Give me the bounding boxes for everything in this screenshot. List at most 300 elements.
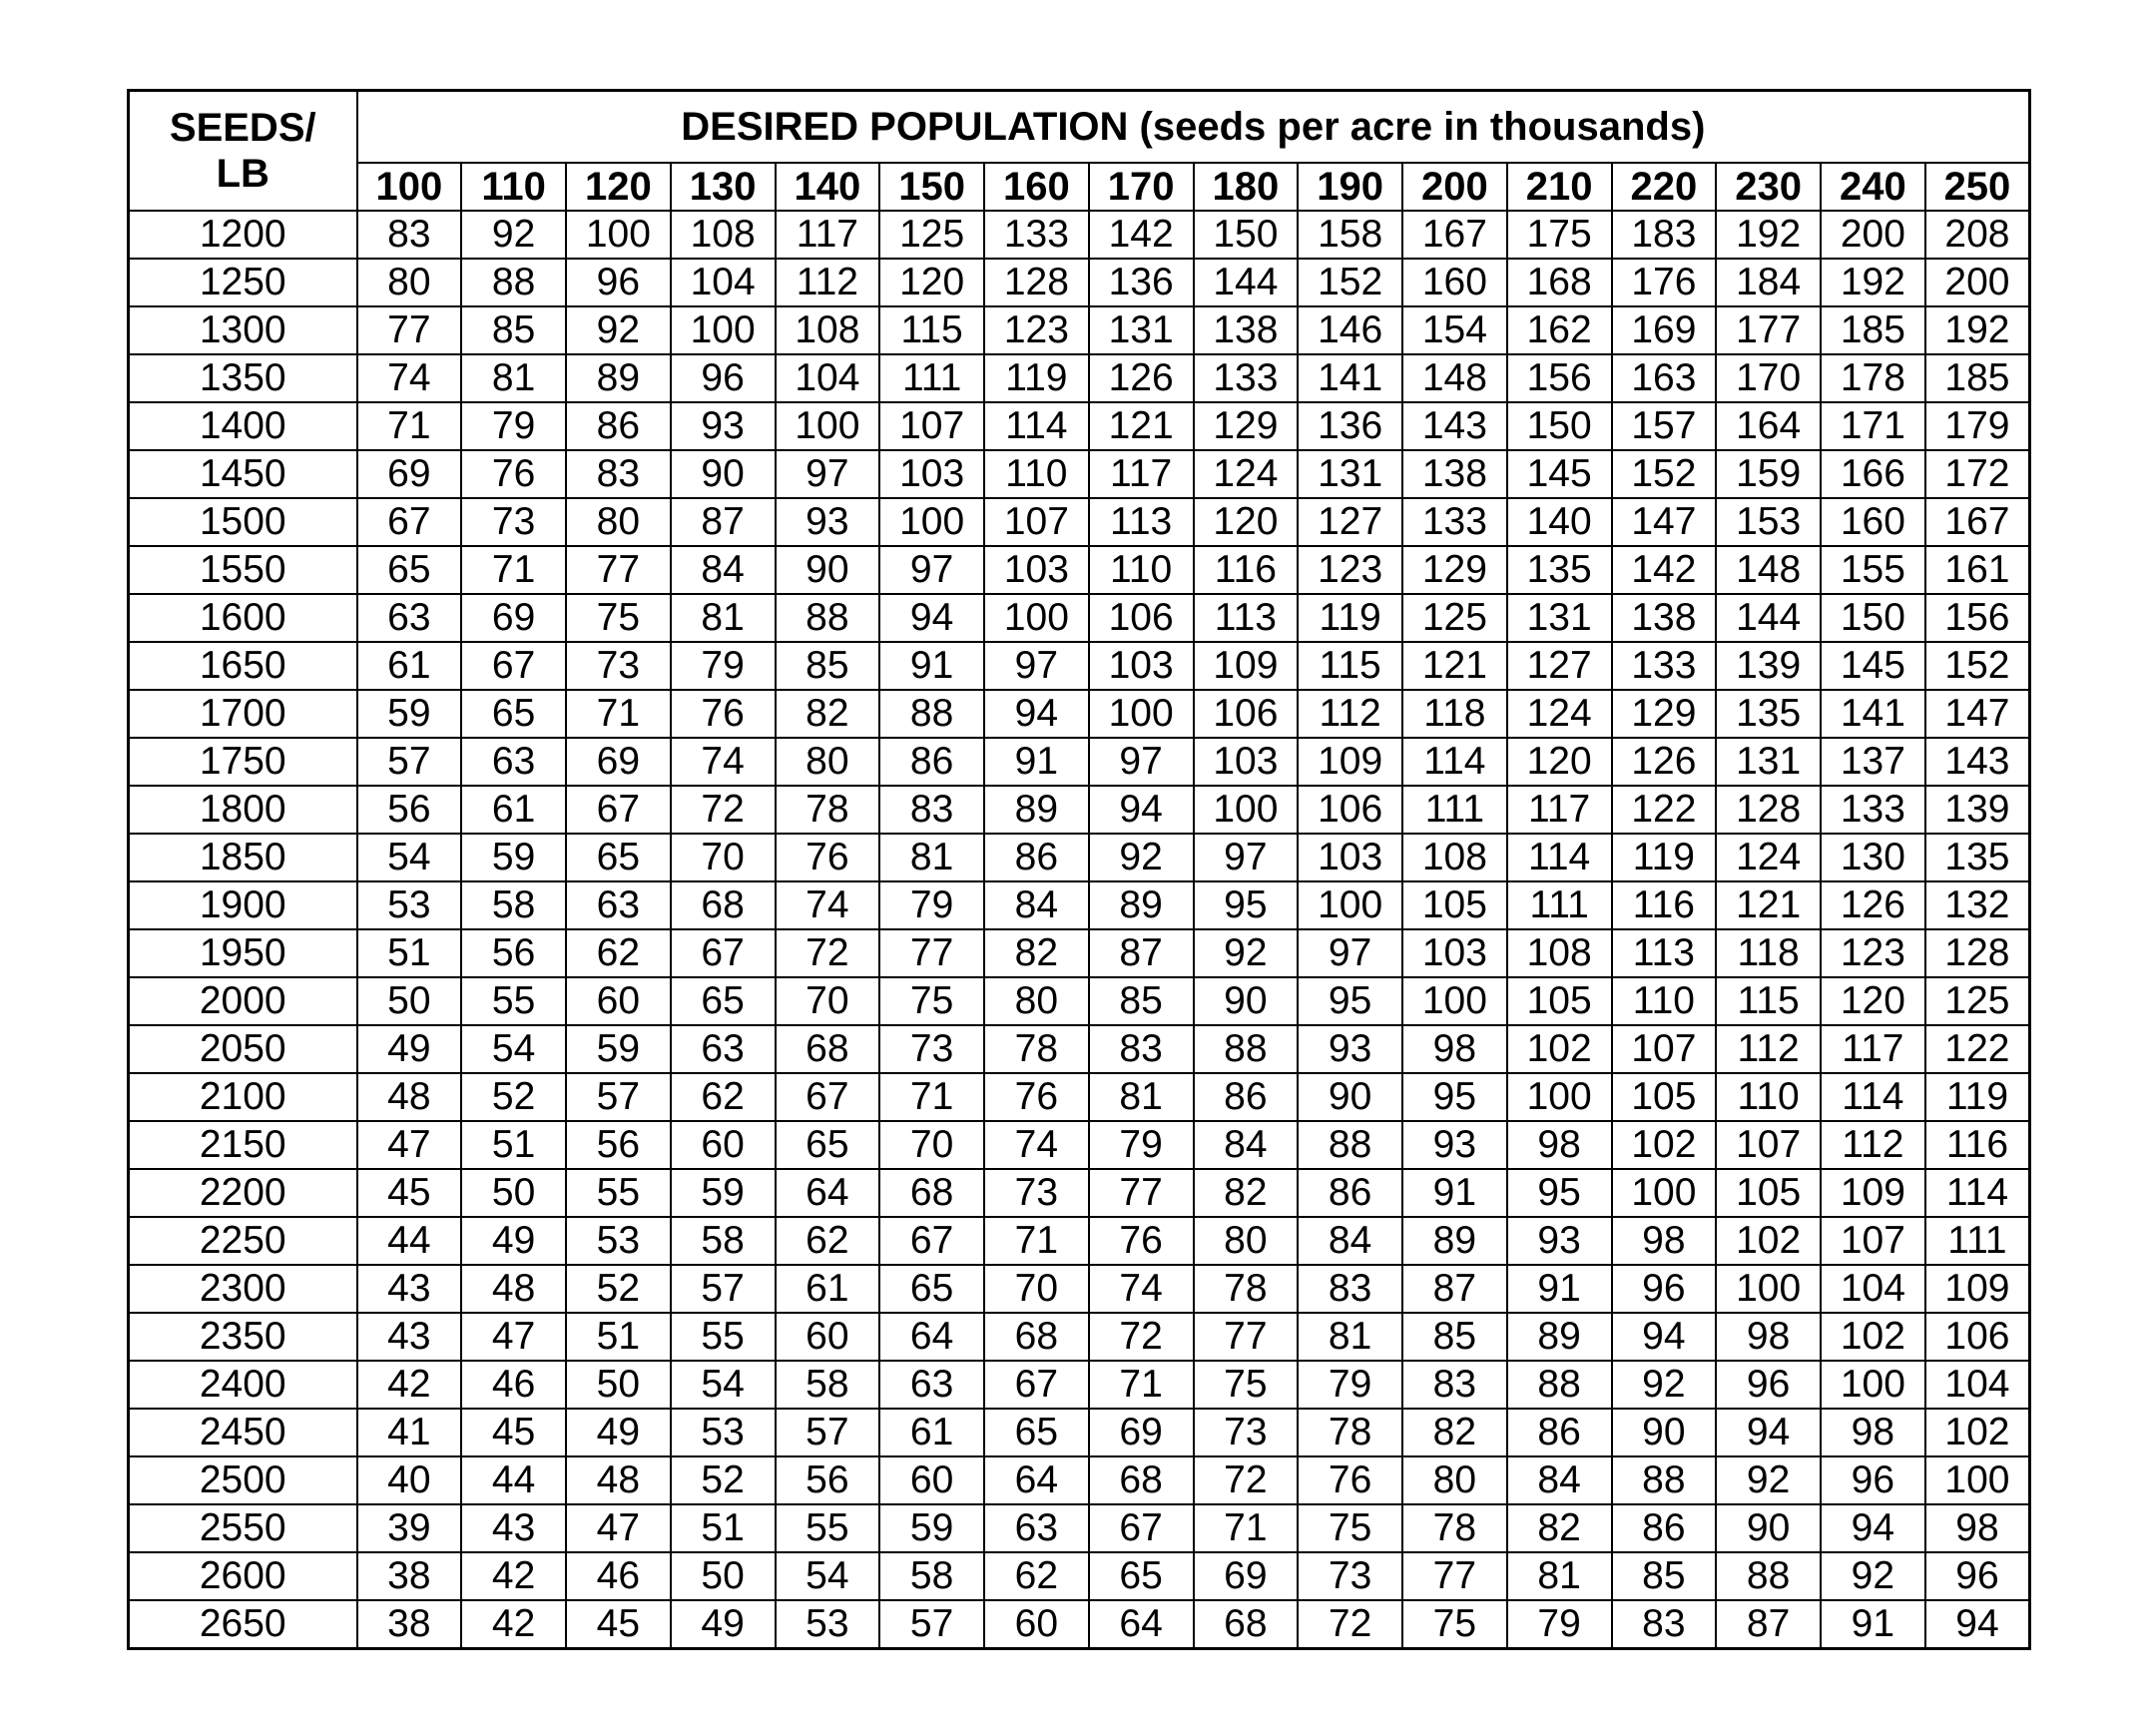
rate-cell: 90 bbox=[1298, 1073, 1402, 1121]
rate-cell: 44 bbox=[357, 1217, 462, 1265]
rate-cell: 200 bbox=[1821, 211, 1925, 259]
table-row bbox=[129, 1169, 2030, 1217]
rate-cell: 70 bbox=[671, 834, 776, 881]
rate-cell: 139 bbox=[1925, 786, 2030, 834]
rate-cell: 150 bbox=[1507, 402, 1612, 450]
rate-cell: 123 bbox=[984, 306, 1089, 354]
rate-cell: 44 bbox=[461, 1456, 566, 1504]
rate-cell: 95 bbox=[1507, 1169, 1612, 1217]
rate-cell: 62 bbox=[984, 1552, 1089, 1600]
rate-cell: 110 bbox=[1716, 1073, 1821, 1121]
rate-cell: 119 bbox=[1925, 1073, 2030, 1121]
rate-cell: 90 bbox=[671, 450, 776, 498]
rate-cell: 70 bbox=[879, 1121, 984, 1169]
rate-cell: 114 bbox=[1402, 738, 1507, 786]
rate-cell: 82 bbox=[1194, 1169, 1299, 1217]
rate-cell: 53 bbox=[566, 1217, 671, 1265]
seeds-per-lb-cell: 1450 bbox=[129, 450, 357, 498]
rate-cell: 81 bbox=[1089, 1073, 1194, 1121]
rate-cell: 57 bbox=[879, 1600, 984, 1649]
rate-cell: 58 bbox=[776, 1361, 880, 1409]
rate-cell: 90 bbox=[1612, 1409, 1717, 1456]
rate-cell: 47 bbox=[461, 1313, 566, 1361]
rate-cell: 141 bbox=[1298, 354, 1402, 402]
table-row bbox=[129, 450, 2030, 498]
population-column-header: 130 bbox=[671, 163, 776, 211]
rate-cell: 160 bbox=[1821, 498, 1925, 546]
rate-cell: 104 bbox=[776, 354, 880, 402]
rate-cell: 119 bbox=[1298, 594, 1402, 642]
table-row bbox=[129, 1600, 2030, 1649]
rate-cell: 68 bbox=[879, 1169, 984, 1217]
table-row bbox=[129, 1456, 2030, 1504]
rate-cell: 82 bbox=[1402, 1409, 1507, 1456]
rate-cell: 94 bbox=[984, 690, 1089, 738]
rate-cell: 49 bbox=[357, 1025, 462, 1073]
population-column-header: 180 bbox=[1194, 163, 1299, 211]
rate-cell: 129 bbox=[1194, 402, 1299, 450]
rate-cell: 69 bbox=[1089, 1409, 1194, 1456]
rate-cell: 97 bbox=[1089, 738, 1194, 786]
rate-cell: 68 bbox=[984, 1313, 1089, 1361]
rate-cell: 100 bbox=[671, 306, 776, 354]
table-row bbox=[129, 1504, 2030, 1552]
rate-cell: 110 bbox=[1612, 977, 1717, 1025]
rate-cell: 122 bbox=[1925, 1025, 2030, 1073]
rate-cell: 92 bbox=[566, 306, 671, 354]
seeds-per-lb-cell: 1400 bbox=[129, 402, 357, 450]
rate-cell: 124 bbox=[1716, 834, 1821, 881]
rate-cell: 74 bbox=[1089, 1265, 1194, 1313]
rate-cell: 68 bbox=[776, 1025, 880, 1073]
rate-cell: 83 bbox=[357, 211, 462, 259]
rate-cell: 139 bbox=[1716, 642, 1821, 690]
rate-cell: 121 bbox=[1089, 402, 1194, 450]
table-row bbox=[129, 642, 2030, 690]
rate-cell: 76 bbox=[671, 690, 776, 738]
rate-cell: 95 bbox=[1194, 881, 1299, 929]
rate-cell: 67 bbox=[357, 498, 462, 546]
table-row bbox=[129, 402, 2030, 450]
rate-cell: 89 bbox=[1089, 881, 1194, 929]
rate-cell: 160 bbox=[1402, 259, 1507, 306]
rate-cell: 78 bbox=[1402, 1504, 1507, 1552]
rate-cell: 79 bbox=[1507, 1600, 1612, 1649]
rate-cell: 128 bbox=[1716, 786, 1821, 834]
population-column-header: 250 bbox=[1925, 163, 2030, 211]
rate-cell: 121 bbox=[1402, 642, 1507, 690]
table-row bbox=[129, 354, 2030, 402]
rate-cell: 118 bbox=[1716, 929, 1821, 977]
rate-cell: 185 bbox=[1821, 306, 1925, 354]
population-column-header: 240 bbox=[1821, 163, 1925, 211]
rate-cell: 88 bbox=[1612, 1456, 1717, 1504]
rate-cell: 84 bbox=[984, 881, 1089, 929]
seeds-per-lb-cell: 1850 bbox=[129, 834, 357, 881]
rate-cell: 48 bbox=[461, 1265, 566, 1313]
rate-cell: 88 bbox=[1298, 1121, 1402, 1169]
rate-cell: 167 bbox=[1402, 211, 1507, 259]
seeds-per-lb-cell: 2350 bbox=[129, 1313, 357, 1361]
rate-cell: 125 bbox=[1925, 977, 2030, 1025]
table-row bbox=[129, 1217, 2030, 1265]
rate-cell: 208 bbox=[1925, 211, 2030, 259]
population-column-header: 110 bbox=[461, 163, 566, 211]
rate-cell: 64 bbox=[1089, 1600, 1194, 1649]
rate-cell: 93 bbox=[776, 498, 880, 546]
population-header-row bbox=[129, 163, 2030, 211]
rate-cell: 107 bbox=[1716, 1121, 1821, 1169]
rate-cell: 80 bbox=[357, 259, 462, 306]
rate-cell: 84 bbox=[1194, 1121, 1299, 1169]
rate-cell: 79 bbox=[671, 642, 776, 690]
rate-cell: 80 bbox=[566, 498, 671, 546]
rate-cell: 128 bbox=[1925, 929, 2030, 977]
rate-cell: 170 bbox=[1716, 354, 1821, 402]
rate-cell: 59 bbox=[357, 690, 462, 738]
rate-cell: 52 bbox=[461, 1073, 566, 1121]
rate-cell: 136 bbox=[1298, 402, 1402, 450]
rate-cell: 132 bbox=[1925, 881, 2030, 929]
rate-cell: 59 bbox=[879, 1504, 984, 1552]
population-column-header: 190 bbox=[1298, 163, 1402, 211]
rate-cell: 110 bbox=[984, 450, 1089, 498]
rate-cell: 83 bbox=[566, 450, 671, 498]
rate-cell: 109 bbox=[1925, 1265, 2030, 1313]
table-row bbox=[129, 1552, 2030, 1600]
rate-cell: 150 bbox=[1194, 211, 1299, 259]
rate-cell: 105 bbox=[1716, 1169, 1821, 1217]
rate-cell: 83 bbox=[1402, 1361, 1507, 1409]
rate-cell: 133 bbox=[1194, 354, 1299, 402]
rate-cell: 88 bbox=[1194, 1025, 1299, 1073]
rate-cell: 55 bbox=[776, 1504, 880, 1552]
population-column-header: 170 bbox=[1089, 163, 1194, 211]
rate-cell: 63 bbox=[879, 1361, 984, 1409]
rate-cell: 103 bbox=[1402, 929, 1507, 977]
rate-cell: 178 bbox=[1821, 354, 1925, 402]
rate-cell: 51 bbox=[566, 1313, 671, 1361]
seeds-per-lb-cell: 1700 bbox=[129, 690, 357, 738]
rate-cell: 60 bbox=[984, 1600, 1089, 1649]
rate-cell: 57 bbox=[776, 1409, 880, 1456]
seeds-per-lb-cell: 1300 bbox=[129, 306, 357, 354]
rate-cell: 108 bbox=[776, 306, 880, 354]
rate-cell: 94 bbox=[1089, 786, 1194, 834]
rate-cell: 100 bbox=[1298, 881, 1402, 929]
rate-cell: 118 bbox=[1402, 690, 1507, 738]
rate-cell: 55 bbox=[566, 1169, 671, 1217]
rate-cell: 156 bbox=[1925, 594, 2030, 642]
population-column-header: 160 bbox=[984, 163, 1089, 211]
rate-cell: 117 bbox=[1507, 786, 1612, 834]
rate-cell: 152 bbox=[1298, 259, 1402, 306]
rate-cell: 75 bbox=[1298, 1504, 1402, 1552]
rate-cell: 80 bbox=[984, 977, 1089, 1025]
rate-cell: 78 bbox=[776, 786, 880, 834]
rate-cell: 108 bbox=[671, 211, 776, 259]
rate-cell: 65 bbox=[984, 1409, 1089, 1456]
rate-cell: 87 bbox=[1089, 929, 1194, 977]
rate-cell: 127 bbox=[1298, 498, 1402, 546]
rate-cell: 131 bbox=[1507, 594, 1612, 642]
rate-cell: 59 bbox=[461, 834, 566, 881]
rate-cell: 82 bbox=[984, 929, 1089, 977]
rate-cell: 104 bbox=[671, 259, 776, 306]
rate-cell: 79 bbox=[461, 402, 566, 450]
rate-cell: 135 bbox=[1716, 690, 1821, 738]
rate-cell: 70 bbox=[984, 1265, 1089, 1313]
rate-cell: 158 bbox=[1298, 211, 1402, 259]
rate-cell: 147 bbox=[1925, 690, 2030, 738]
rate-cell: 89 bbox=[1402, 1217, 1507, 1265]
rate-cell: 56 bbox=[776, 1456, 880, 1504]
table-row bbox=[129, 211, 2030, 259]
rate-cell: 119 bbox=[984, 354, 1089, 402]
rate-cell: 54 bbox=[357, 834, 462, 881]
rate-cell: 100 bbox=[1089, 690, 1194, 738]
rate-cell: 171 bbox=[1821, 402, 1925, 450]
rate-cell: 49 bbox=[671, 1600, 776, 1649]
rate-cell: 42 bbox=[461, 1600, 566, 1649]
rate-cell: 65 bbox=[357, 546, 462, 594]
rate-cell: 103 bbox=[984, 546, 1089, 594]
table-row bbox=[129, 1121, 2030, 1169]
rate-cell: 130 bbox=[1821, 834, 1925, 881]
seeds-per-lb-header-line1: SEEDS/ bbox=[169, 106, 316, 150]
population-column-header: 140 bbox=[776, 163, 880, 211]
rate-cell: 96 bbox=[1821, 1456, 1925, 1504]
rate-cell: 144 bbox=[1716, 594, 1821, 642]
rate-cell: 59 bbox=[671, 1169, 776, 1217]
rate-cell: 79 bbox=[879, 881, 984, 929]
seeds-per-lb-cell: 1550 bbox=[129, 546, 357, 594]
rate-cell: 50 bbox=[671, 1552, 776, 1600]
rate-cell: 140 bbox=[1507, 498, 1612, 546]
rate-cell: 79 bbox=[1298, 1361, 1402, 1409]
rate-cell: 72 bbox=[776, 929, 880, 977]
rate-cell: 86 bbox=[1612, 1504, 1717, 1552]
table-row bbox=[129, 1025, 2030, 1073]
rate-cell: 97 bbox=[879, 546, 984, 594]
rate-cell: 73 bbox=[461, 498, 566, 546]
seeds-per-lb-cell: 2100 bbox=[129, 1073, 357, 1121]
rate-cell: 144 bbox=[1194, 259, 1299, 306]
rate-cell: 100 bbox=[566, 211, 671, 259]
rate-cell: 51 bbox=[671, 1504, 776, 1552]
rate-cell: 47 bbox=[357, 1121, 462, 1169]
rate-cell: 65 bbox=[776, 1121, 880, 1169]
rate-cell: 58 bbox=[879, 1552, 984, 1600]
rate-cell: 169 bbox=[1612, 306, 1717, 354]
rate-cell: 69 bbox=[566, 738, 671, 786]
rate-cell: 125 bbox=[1402, 594, 1507, 642]
rate-cell: 60 bbox=[671, 1121, 776, 1169]
rate-cell: 62 bbox=[566, 929, 671, 977]
population-column-header: 100 bbox=[357, 163, 462, 211]
table-row bbox=[129, 306, 2030, 354]
rate-cell: 120 bbox=[1194, 498, 1299, 546]
rate-cell: 95 bbox=[1298, 977, 1402, 1025]
seeds-per-lb-cell: 2650 bbox=[129, 1600, 357, 1649]
rate-cell: 71 bbox=[357, 402, 462, 450]
rate-cell: 75 bbox=[566, 594, 671, 642]
rate-cell: 94 bbox=[879, 594, 984, 642]
rate-cell: 103 bbox=[1194, 738, 1299, 786]
rate-cell: 148 bbox=[1716, 546, 1821, 594]
rate-cell: 83 bbox=[879, 786, 984, 834]
rate-cell: 60 bbox=[566, 977, 671, 1025]
rate-cell: 91 bbox=[1402, 1169, 1507, 1217]
rate-cell: 73 bbox=[984, 1169, 1089, 1217]
rate-cell: 42 bbox=[357, 1361, 462, 1409]
rate-cell: 85 bbox=[1612, 1552, 1717, 1600]
rate-cell: 106 bbox=[1925, 1313, 2030, 1361]
rate-cell: 131 bbox=[1298, 450, 1402, 498]
rate-cell: 161 bbox=[1925, 546, 2030, 594]
rate-cell: 96 bbox=[566, 259, 671, 306]
table-row bbox=[129, 498, 2030, 546]
rate-cell: 85 bbox=[1089, 977, 1194, 1025]
rate-cell: 94 bbox=[1612, 1313, 1717, 1361]
population-column-header: 230 bbox=[1716, 163, 1821, 211]
rate-cell: 175 bbox=[1507, 211, 1612, 259]
rate-cell: 89 bbox=[1507, 1313, 1612, 1361]
rate-cell: 63 bbox=[671, 1025, 776, 1073]
rate-cell: 72 bbox=[671, 786, 776, 834]
rate-cell: 143 bbox=[1925, 738, 2030, 786]
rate-cell: 128 bbox=[984, 259, 1089, 306]
rate-cell: 96 bbox=[671, 354, 776, 402]
rate-cell: 152 bbox=[1925, 642, 2030, 690]
rate-cell: 86 bbox=[1298, 1169, 1402, 1217]
rate-cell: 102 bbox=[1507, 1025, 1612, 1073]
rate-cell: 125 bbox=[879, 211, 984, 259]
rate-cell: 93 bbox=[1507, 1217, 1612, 1265]
rate-cell: 114 bbox=[1925, 1169, 2030, 1217]
rate-cell: 76 bbox=[1298, 1456, 1402, 1504]
rate-cell: 141 bbox=[1821, 690, 1925, 738]
rate-cell: 129 bbox=[1402, 546, 1507, 594]
rate-cell: 157 bbox=[1612, 402, 1717, 450]
rate-cell: 51 bbox=[461, 1121, 566, 1169]
rate-cell: 103 bbox=[879, 450, 984, 498]
rate-cell: 73 bbox=[1194, 1409, 1299, 1456]
rate-cell: 100 bbox=[1194, 786, 1299, 834]
rate-cell: 138 bbox=[1402, 450, 1507, 498]
rate-cell: 185 bbox=[1925, 354, 2030, 402]
rate-cell: 96 bbox=[1925, 1552, 2030, 1600]
rate-cell: 155 bbox=[1821, 546, 1925, 594]
rate-cell: 159 bbox=[1716, 450, 1821, 498]
rate-cell: 104 bbox=[1925, 1361, 2030, 1409]
rate-cell: 111 bbox=[1402, 786, 1507, 834]
rate-cell: 63 bbox=[984, 1504, 1089, 1552]
rate-cell: 75 bbox=[1402, 1600, 1507, 1649]
seeds-per-lb-cell: 1500 bbox=[129, 498, 357, 546]
rate-cell: 67 bbox=[984, 1361, 1089, 1409]
rate-cell: 100 bbox=[984, 594, 1089, 642]
rate-cell: 120 bbox=[1507, 738, 1612, 786]
rate-cell: 46 bbox=[566, 1552, 671, 1600]
rate-cell: 112 bbox=[1716, 1025, 1821, 1073]
rate-cell: 57 bbox=[357, 738, 462, 786]
rate-cell: 109 bbox=[1298, 738, 1402, 786]
rate-cell: 55 bbox=[461, 977, 566, 1025]
rate-cell: 97 bbox=[776, 450, 880, 498]
rate-cell: 90 bbox=[1716, 1504, 1821, 1552]
header-row-group bbox=[129, 91, 2030, 164]
rate-cell: 150 bbox=[1821, 594, 1925, 642]
table-row bbox=[129, 594, 2030, 642]
rate-cell: 115 bbox=[879, 306, 984, 354]
rate-cell: 76 bbox=[776, 834, 880, 881]
rate-cell: 64 bbox=[984, 1456, 1089, 1504]
table-row bbox=[129, 834, 2030, 881]
rate-cell: 104 bbox=[1821, 1265, 1925, 1313]
seeds-per-lb-cell: 2200 bbox=[129, 1169, 357, 1217]
rate-cell: 117 bbox=[1821, 1025, 1925, 1073]
rate-cell: 129 bbox=[1612, 690, 1717, 738]
rate-cell: 75 bbox=[1194, 1361, 1299, 1409]
rate-cell: 80 bbox=[1194, 1217, 1299, 1265]
rate-cell: 82 bbox=[776, 690, 880, 738]
rate-cell: 81 bbox=[1298, 1313, 1402, 1361]
rate-cell: 135 bbox=[1925, 834, 2030, 881]
rate-cell: 53 bbox=[776, 1600, 880, 1649]
rate-cell: 83 bbox=[1089, 1025, 1194, 1073]
rate-cell: 112 bbox=[776, 259, 880, 306]
rate-cell: 88 bbox=[1507, 1361, 1612, 1409]
rate-cell: 93 bbox=[1298, 1025, 1402, 1073]
rate-cell: 71 bbox=[879, 1073, 984, 1121]
rate-cell: 62 bbox=[776, 1217, 880, 1265]
rate-cell: 113 bbox=[1194, 594, 1299, 642]
rate-cell: 184 bbox=[1716, 259, 1821, 306]
table-row bbox=[129, 546, 2030, 594]
rate-cell: 124 bbox=[1194, 450, 1299, 498]
rate-cell: 59 bbox=[566, 1025, 671, 1073]
rate-cell: 142 bbox=[1089, 211, 1194, 259]
rate-cell: 42 bbox=[461, 1552, 566, 1600]
rate-cell: 85 bbox=[1402, 1313, 1507, 1361]
rate-cell: 116 bbox=[1612, 881, 1717, 929]
rate-cell: 146 bbox=[1298, 306, 1402, 354]
rate-cell: 45 bbox=[566, 1600, 671, 1649]
rate-cell: 92 bbox=[1089, 834, 1194, 881]
rate-cell: 71 bbox=[984, 1217, 1089, 1265]
rate-cell: 70 bbox=[776, 977, 880, 1025]
rate-cell: 67 bbox=[671, 929, 776, 977]
rate-cell: 102 bbox=[1612, 1121, 1717, 1169]
rate-cell: 120 bbox=[879, 259, 984, 306]
rate-cell: 81 bbox=[671, 594, 776, 642]
rate-cell: 89 bbox=[984, 786, 1089, 834]
rate-cell: 84 bbox=[1507, 1456, 1612, 1504]
rate-cell: 77 bbox=[357, 306, 462, 354]
rate-cell: 98 bbox=[1507, 1121, 1612, 1169]
rate-cell: 164 bbox=[1716, 402, 1821, 450]
rate-cell: 100 bbox=[1402, 977, 1507, 1025]
rate-cell: 85 bbox=[461, 306, 566, 354]
rate-cell: 172 bbox=[1925, 450, 2030, 498]
rate-cell: 50 bbox=[461, 1169, 566, 1217]
rate-cell: 43 bbox=[461, 1504, 566, 1552]
rate-cell: 87 bbox=[1402, 1265, 1507, 1313]
rate-cell: 56 bbox=[357, 786, 462, 834]
rate-cell: 133 bbox=[984, 211, 1089, 259]
rate-cell: 100 bbox=[1716, 1265, 1821, 1313]
